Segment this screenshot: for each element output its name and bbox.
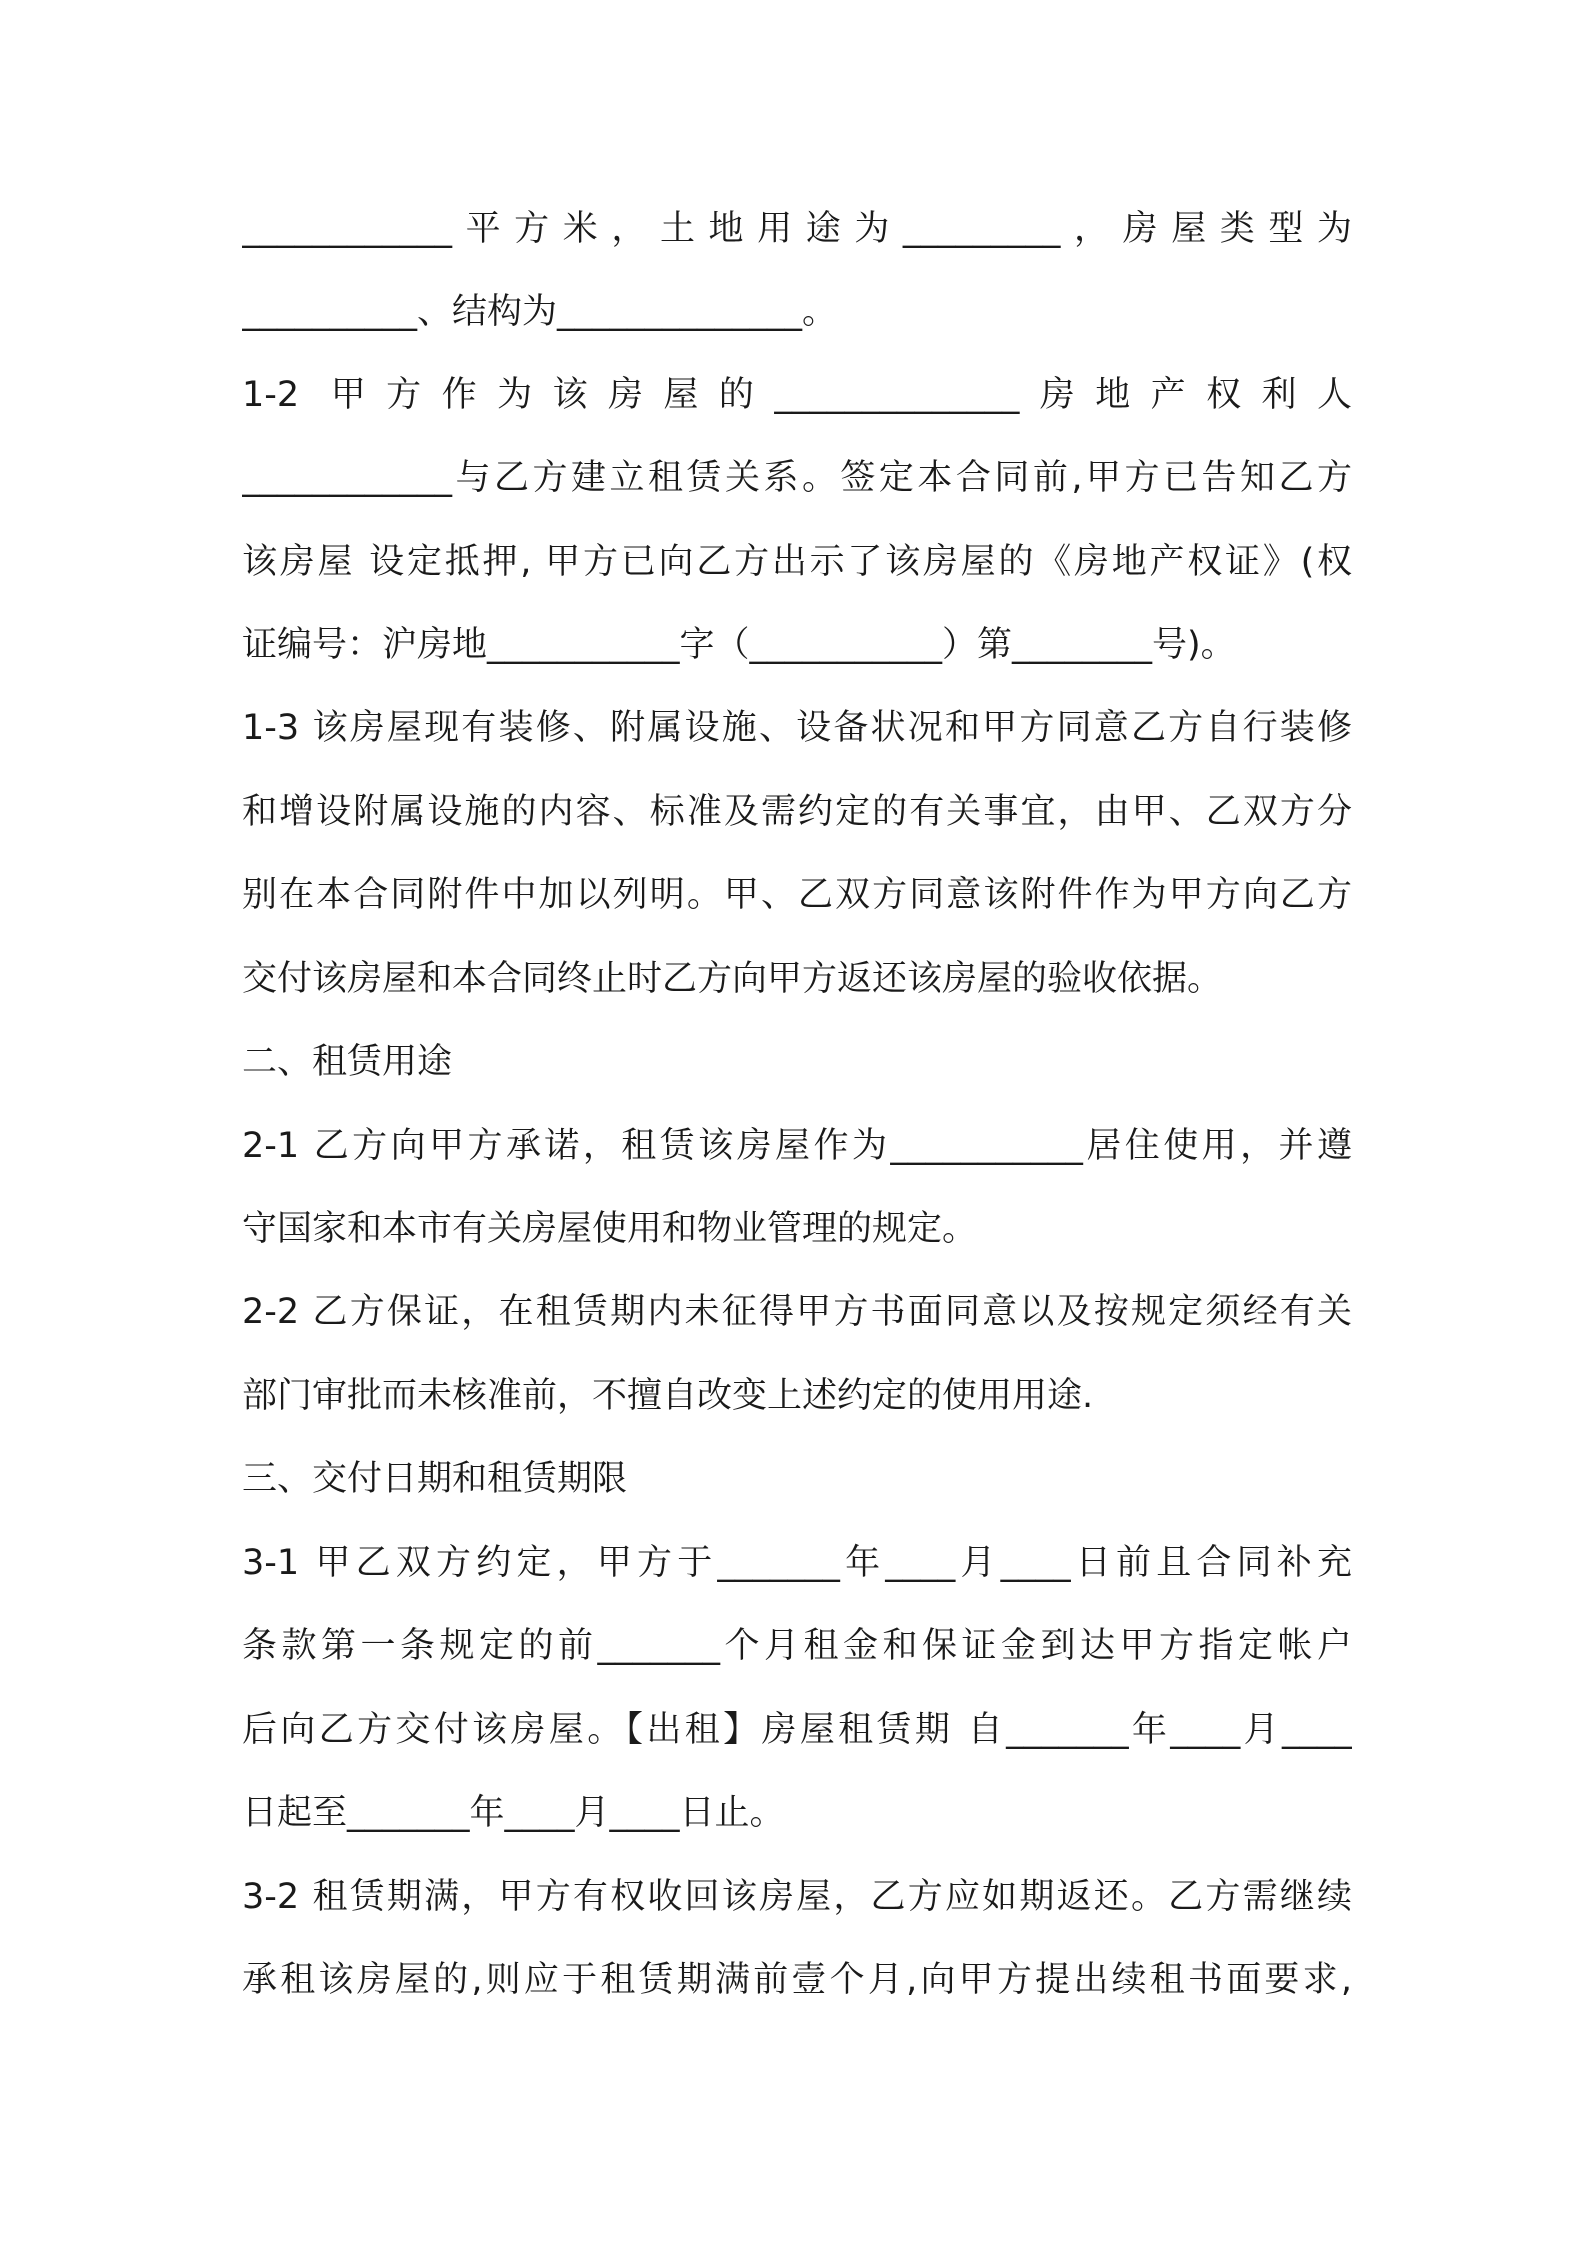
text-line-1: ____________平方米，土地用途为_________，房屋类型为 (242, 209, 1352, 249)
text-line-4: ____________与乙方建立租赁关系。签定本合同前,甲方已告知乙方 (242, 458, 1352, 498)
section-heading-2: 二、租赁用途 (242, 1042, 453, 1082)
text-line-3: 1-2 甲方作为该房屋的______________房地产权利人 (242, 375, 1352, 415)
text-line-12: 2-1 乙方向甲方承诺，租赁该房屋作为___________居住使用，并遵 (242, 1126, 1352, 1166)
text-line-13: 守国家和本市有关房屋使用和物业管理的规定。 (242, 1209, 978, 1249)
text-line-17: 3-1 甲乙双方约定，甲方于_______年____月____日前且合同补充 (242, 1543, 1352, 1583)
text-line-2: __________、结构为______________。 (242, 292, 838, 332)
text-line-14: 2-2 乙方保证，在租赁期内未征得甲方书面同意以及按规定须经有关 (242, 1292, 1352, 1332)
text-line-5: 该房屋 设定抵押, 甲方已向乙方出示了该房屋的《房地产权证》(权 (242, 542, 1352, 582)
text-line-8: 和增设附属设施的内容、标准及需约定的有关事宜，由甲、乙双方分 (242, 792, 1352, 832)
text-line-6: 证编号：沪房地___________字（___________）第________号)。 (242, 625, 1236, 665)
text-line-22: 承租该房屋的,则应于租赁期满前壹个月,向甲方提出续租书面要求, (242, 1960, 1352, 2000)
text-line-18: 条款第一条规定的前_______个月租金和保证金到达甲方指定帐户 (242, 1626, 1352, 1666)
text-line-9: 别在本合同附件中加以列明。甲、乙双方同意该附件作为甲方向乙方 (242, 875, 1352, 915)
text-line-15: 部门审批而未核准前，不擅自改变上述约定的使用用途. (242, 1376, 1094, 1416)
text-line-10: 交付该房屋和本合同终止时乙方向甲方返还该房屋的验收依据。 (242, 959, 1223, 999)
text-line-20: 日起至_______年____月____日止。 (242, 1793, 785, 1833)
section-heading-3: 三、交付日期和租赁期限 (242, 1459, 628, 1499)
text-line-21: 3-2 租赁期满，甲方有权收回该房屋，乙方应如期返还。乙方需继续 (242, 1877, 1352, 1917)
text-line-19: 后向乙方交付该房屋。【出租】房屋租赁期 自_______年____月____ (242, 1710, 1352, 1750)
text-line-7: 1-3 该房屋现有装修、附属设施、设备状况和甲方同意乙方自行装修 (242, 708, 1352, 748)
